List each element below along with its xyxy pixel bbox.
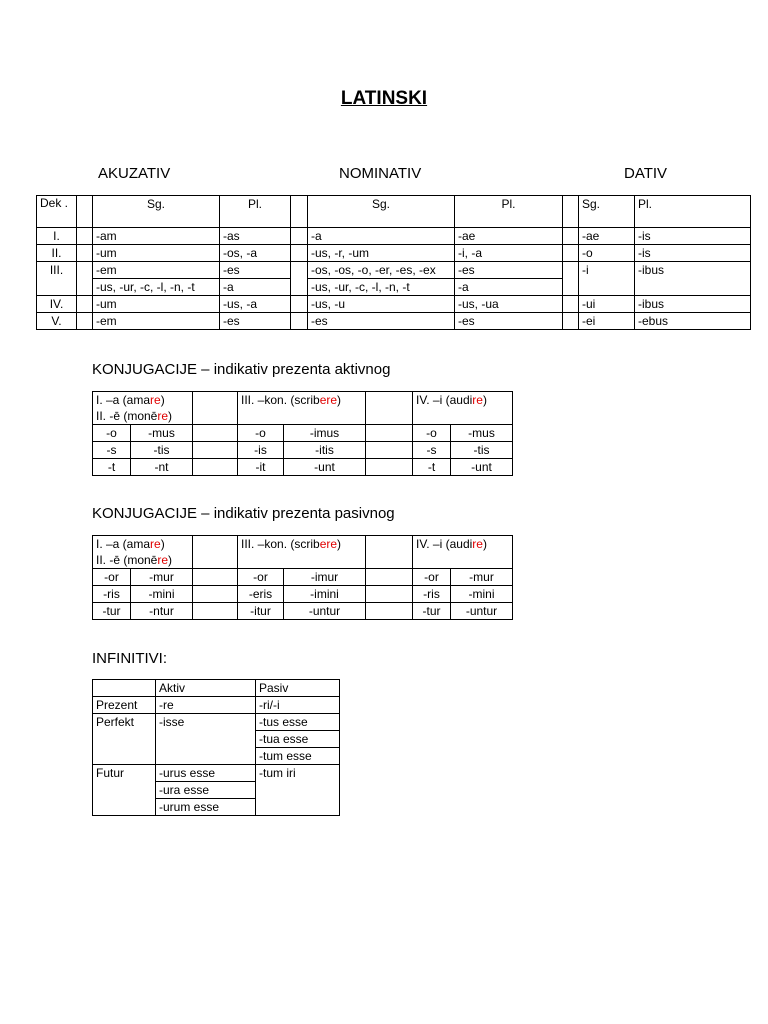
table-row: Futur -urus esse -tum iri (93, 765, 340, 782)
infinitives-heading: INFINITIVI: (92, 650, 167, 667)
table-row: -tur -ntur -itur -untur -tur -untur (93, 603, 513, 620)
table-row (37, 196, 751, 228)
table-row (93, 392, 513, 425)
declension-table (36, 195, 751, 330)
konj-passive-heading: KONJUGACIJE – indikativ prezenta pasivnog (92, 505, 395, 522)
table-row (93, 680, 340, 697)
konj-passive-table (92, 535, 513, 620)
table-row: -or -mur -or -imur -or -mur (93, 569, 513, 586)
infinitives-table (92, 679, 340, 816)
konj-active-heading: KONJUGACIJE – indikativ prezenta aktivnog (92, 361, 391, 378)
konj-header-3: III. –kon. (scribere) (238, 536, 366, 569)
table-row: -t -nt -it -unt -t -unt (93, 459, 513, 476)
konj-header-3: III. –kon. (scribere) (238, 392, 366, 425)
table-row: -o -mus -o -imus -o -mus (93, 425, 513, 442)
table-row: IV. -um -us, -a -us, -u -us, -ua -ui -ibus (37, 296, 751, 313)
case-header-akuzativ: AKUZATIV (98, 165, 171, 182)
konj-header-1-2: I. –a (amare) II. -ē (monēre) (93, 536, 193, 569)
table-row: I. -am -as -a -ae -ae -is (37, 228, 751, 245)
table-row: -urum esse (93, 799, 340, 816)
table-row: -s -tis -is -itis -s -tis (93, 442, 513, 459)
table-row (93, 536, 513, 569)
table-row: -tua esse (93, 731, 340, 748)
nom-pl-header: Pl. (455, 196, 563, 228)
dat-sg-header: Sg. (579, 196, 635, 228)
table-row: Perfekt -isse -tus esse (93, 714, 340, 731)
dek-header: Dek . (37, 196, 77, 228)
table-row: III. -em -es -os, -os, -o, -er, -es, -ex -es -i -ibus (37, 262, 751, 279)
akz-pl-header: Pl. (220, 196, 291, 228)
table-row: -tum esse (93, 748, 340, 765)
table-row: V. -em -es -es -es -ei -ebus (37, 313, 751, 330)
col-pasiv-header: Pasiv (256, 680, 340, 697)
table-row: -ura esse (93, 782, 340, 799)
page-title: LATINSKI (340, 88, 428, 109)
case-header-dativ: DATIV (624, 165, 668, 182)
akz-sg-header: Sg. (93, 196, 220, 228)
konj-header-1-2: I. –a (amare) II. -ē (monēre) (93, 392, 193, 425)
nom-sg-header: Sg. (308, 196, 455, 228)
table-row: -us, -ur, -c, -l, -n, -t -a -us, -ur, -c, -l, -n, -t -a (37, 279, 751, 296)
case-header-nominativ: NOMINATIV (339, 165, 422, 182)
konj-active-table (92, 391, 513, 476)
konj-header-4: IV. –i (audire) (413, 392, 513, 425)
col-aktiv-header: Aktiv (156, 680, 256, 697)
table-row: Prezent -re -ri/-i (93, 697, 340, 714)
dat-pl-header: Pl. (635, 196, 751, 228)
table-row: -ris -mini -eris -imini -ris -mini (93, 586, 513, 603)
konj-header-4: IV. –i (audire) (413, 536, 513, 569)
table-row: II. -um -os, -a -us, -r, -um -i, -a -o -is (37, 245, 751, 262)
